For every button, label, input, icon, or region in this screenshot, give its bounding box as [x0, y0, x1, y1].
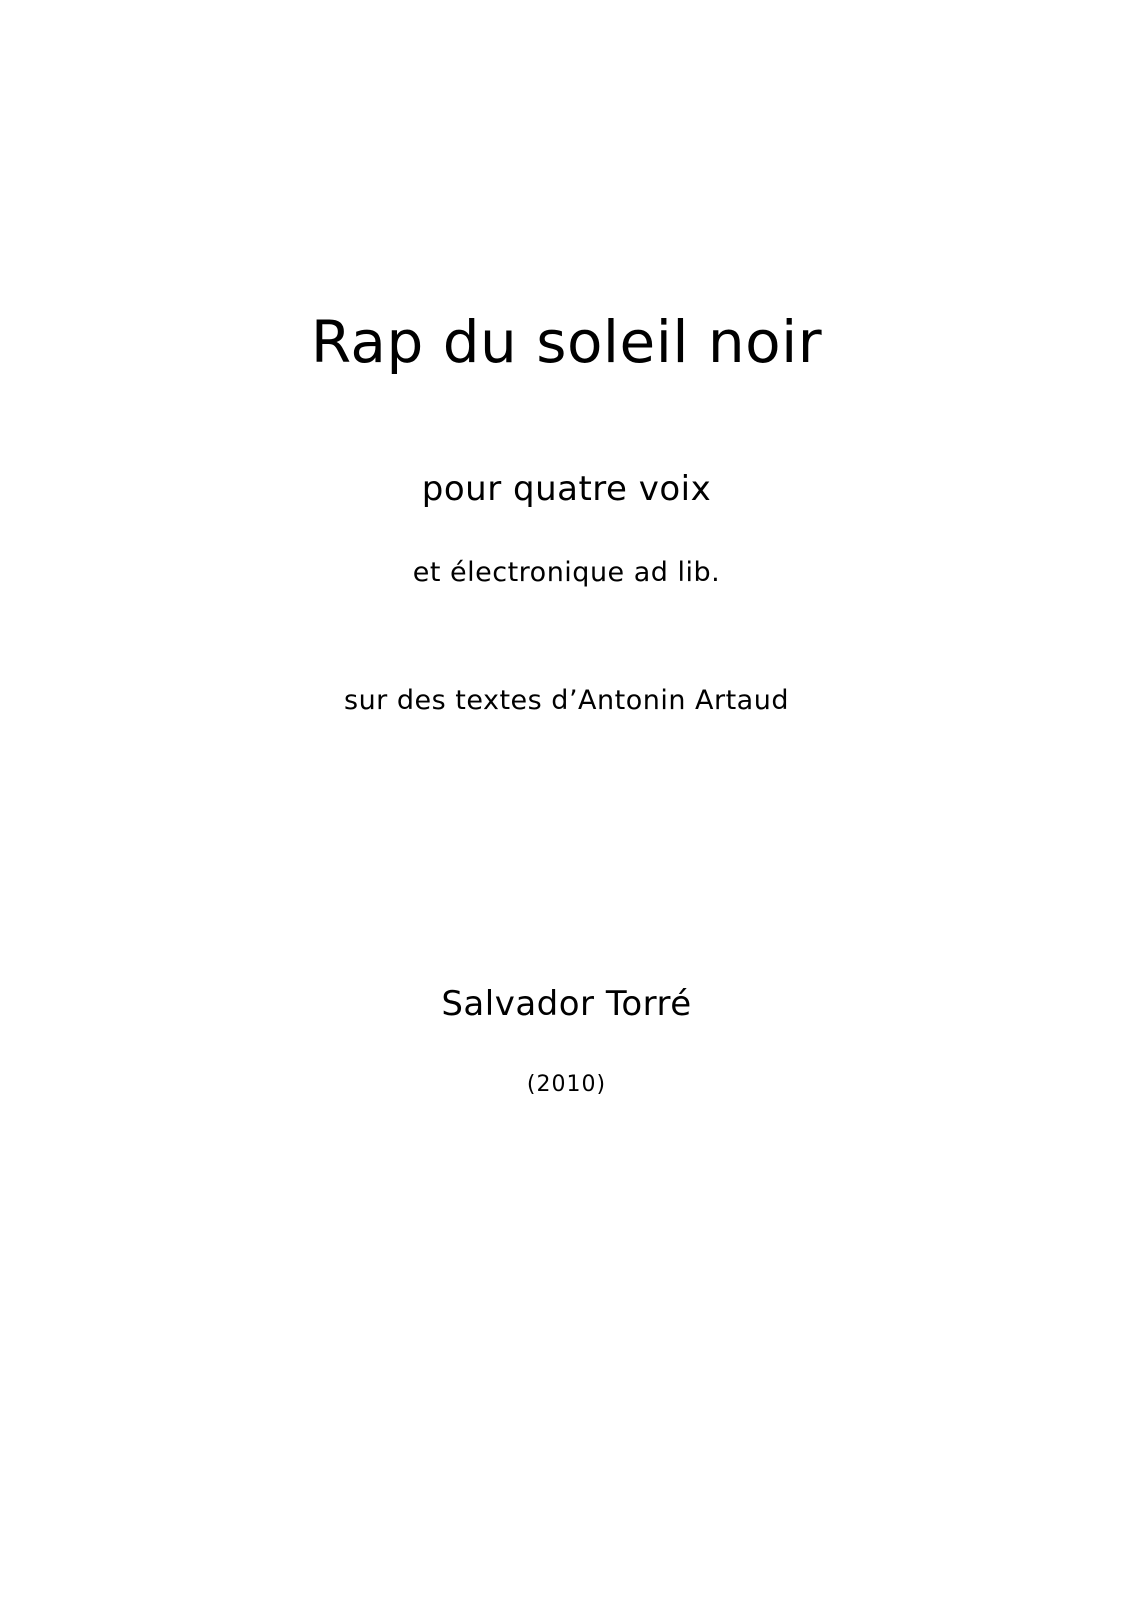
electronics-note-line: et électronique ad lib. — [412, 557, 721, 588]
work-title: Rap du soleil noir — [310, 308, 823, 376]
composer-name: Salvador Torré — [441, 984, 692, 1024]
composition-year: (2010) — [526, 1072, 607, 1097]
instrumentation-line: pour quatre voix — [421, 469, 712, 509]
text-source-line: sur des textes d’Antonin Artaud — [344, 685, 789, 716]
